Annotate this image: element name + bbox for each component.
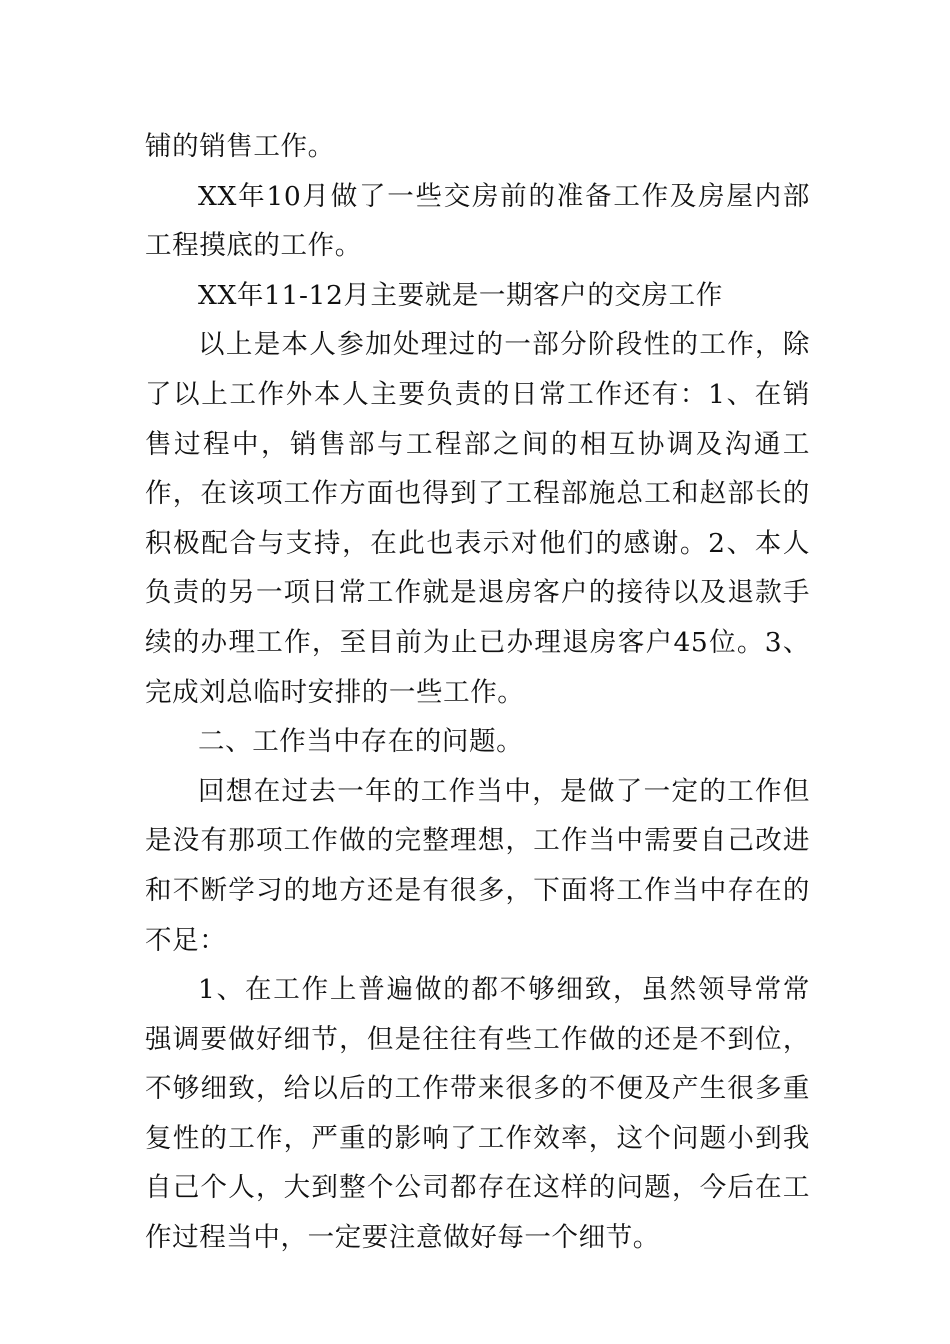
document-body [145,122,810,1263]
paragraph: XX年10月做了一些交房前的准备工作及房屋内部工程摸底的工作。 [145,180,810,262]
paragraph: XX年11-12月主要就是一期客户的交房工作 [198,279,723,311]
paragraph: 回想在过去一年的工作当中，是做了一定的工作但是没有那项工作做的完整理想，工作当中需要自己改进和不断学习的地方还是有很多，下面将工作当中存在的不足： [145,775,810,956]
paragraph: 铺的销售工作。 [145,131,335,162]
section-heading: 二、工作当中存在的问题。 [198,726,524,758]
paragraph: 1、在工作上普遍做的都不够细致，虽然领导常常强调要做好细节，但是往往有些工作做的还是不到位，不够细致，给以后的工作带来很多的不便及产生很多重复性的工作，严重的影响了工作效率，这个问题小到我自己个人，大到整个公司都存在这样的问题，今后在工作过程当中，一定要注意做好每一个细节。 [145,974,810,1254]
paragraph: 以上是本人参加处理过的一部分阶段性的工作，除了以上工作外本人主要负责的日常工作还有：1、在销售过程中，销售部与工程部之间的相互协调及沟通工作，在该项工作方面也得到了工程部施总工和赵部长的积极配合与支持，在此也表示对他们的感谢。2、本人负责的另一项日常工作就是退房客户的接待以及退款手续的办理工作，至目前为止已办理退房客户45位。3、完成刘总临时安排的一些工作。 [145,329,810,708]
